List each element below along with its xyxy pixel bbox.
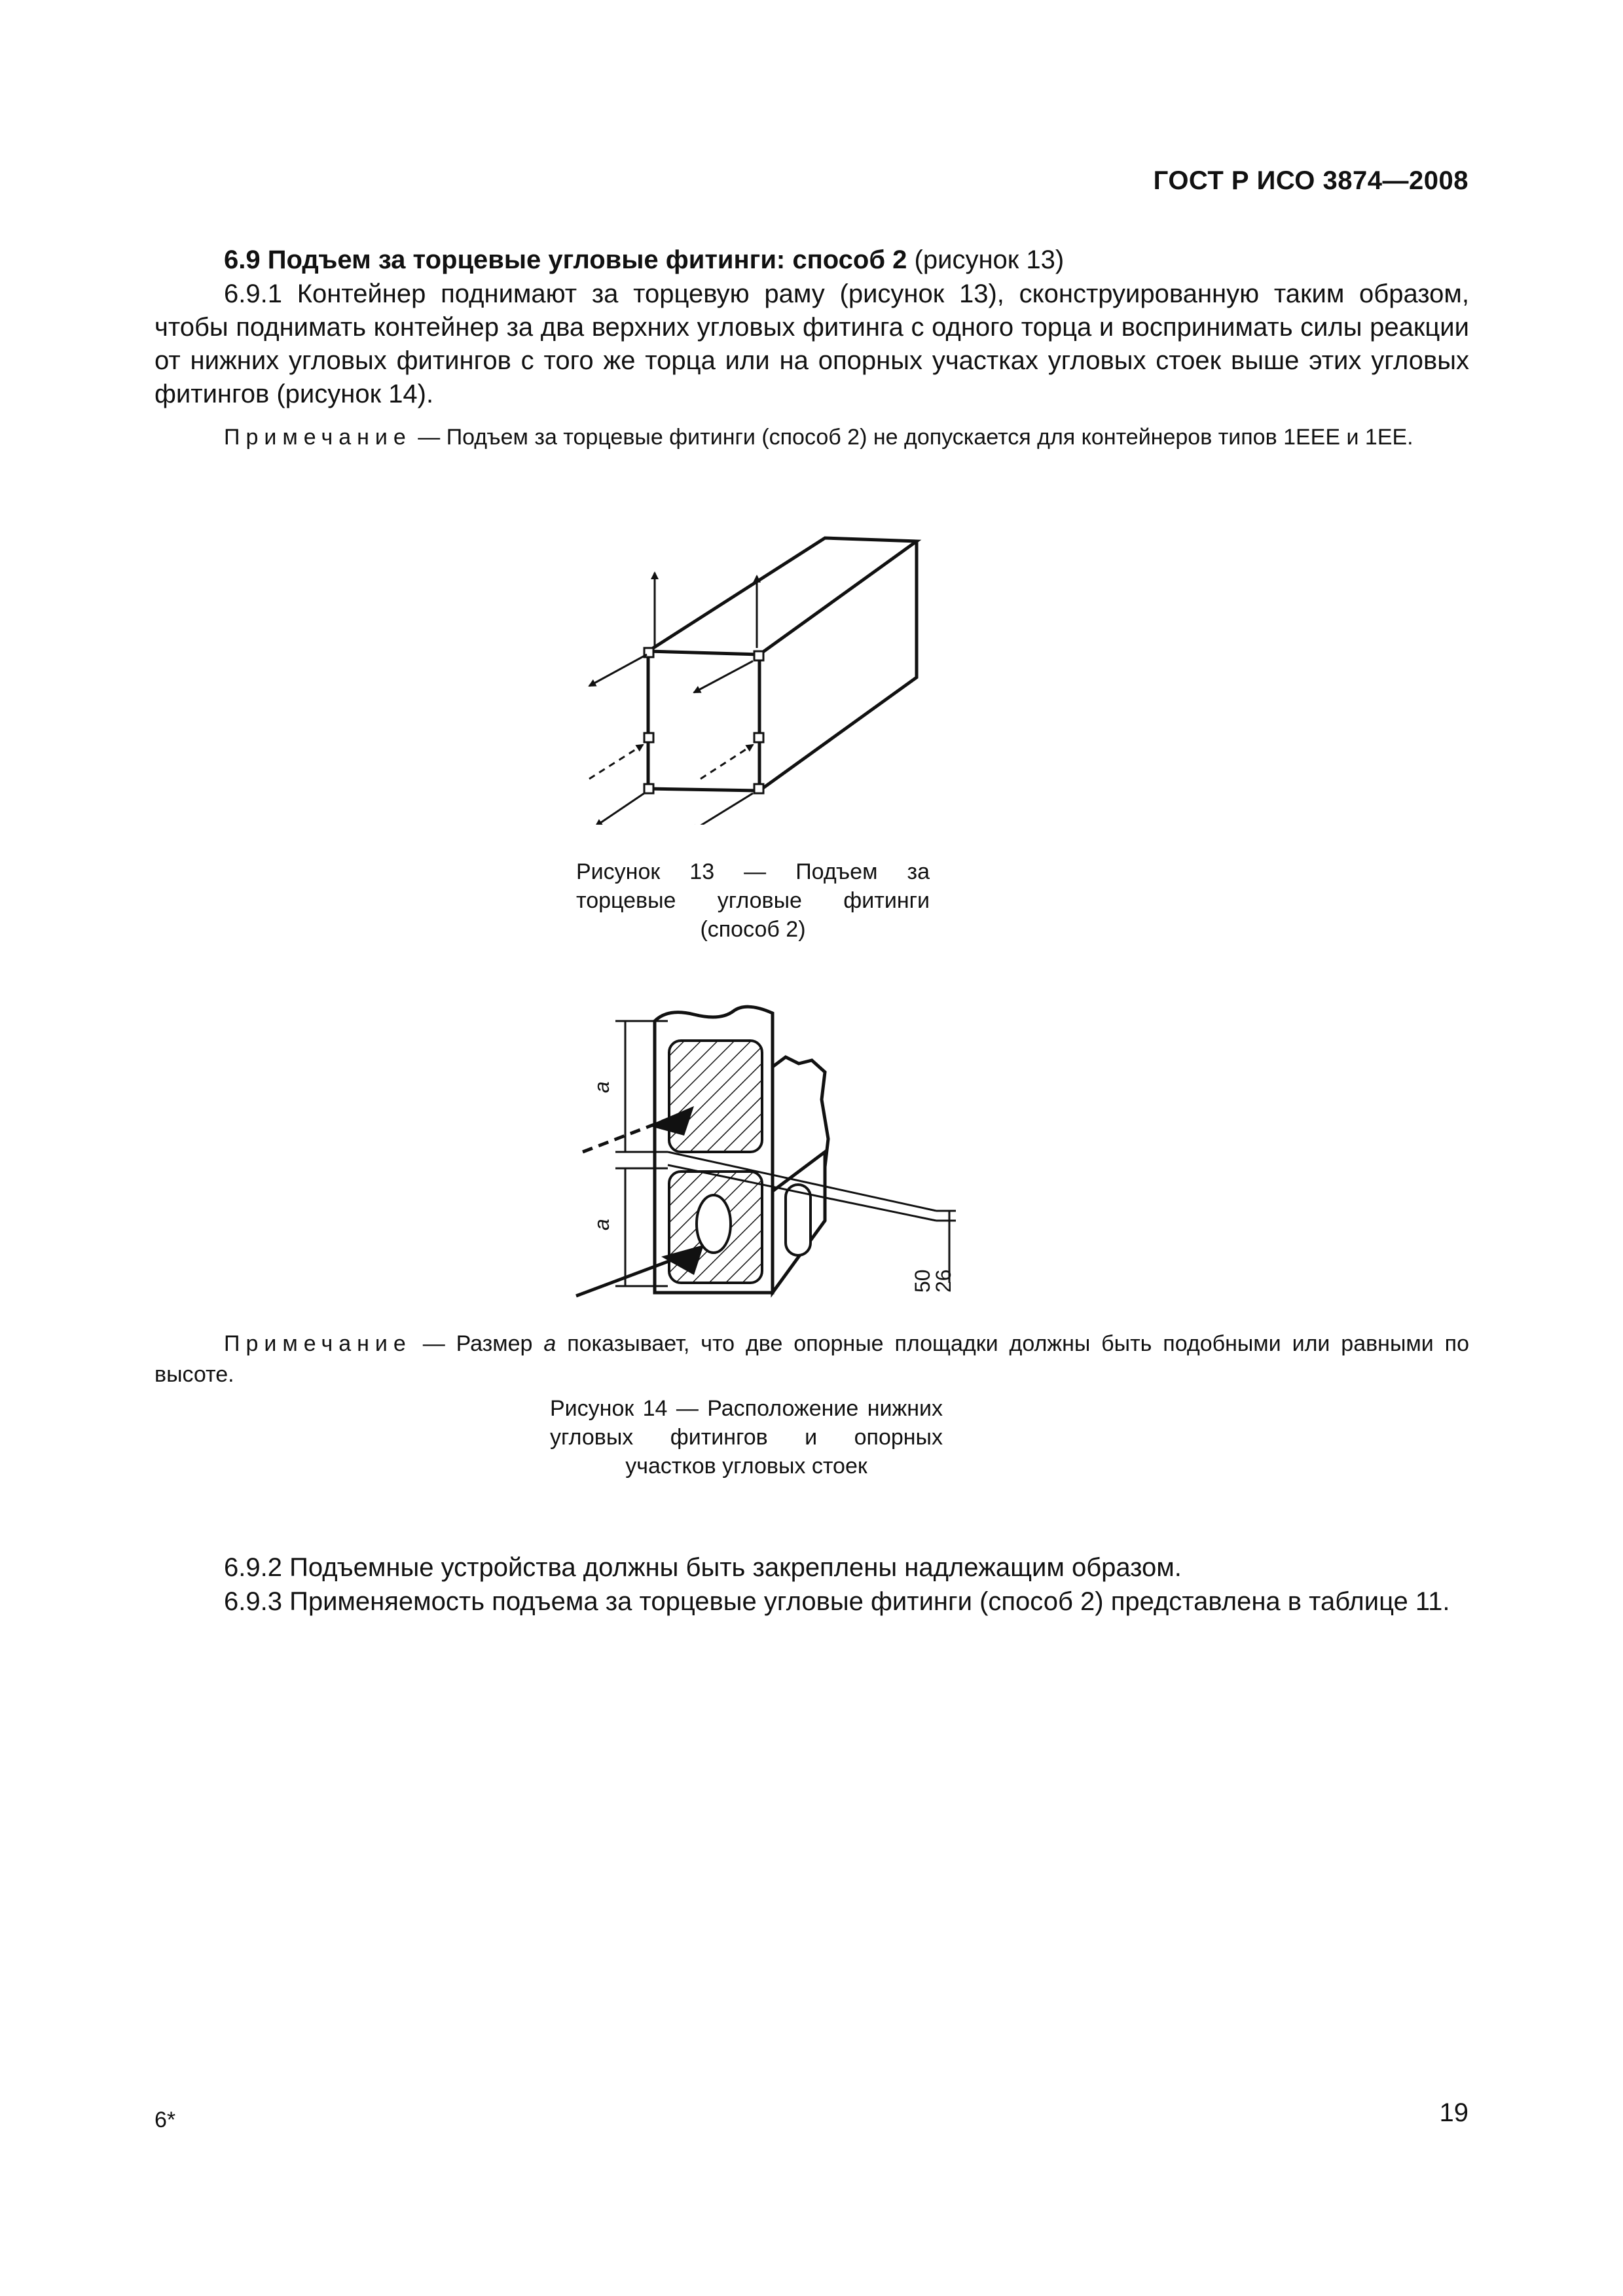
note-1-text: — Подъем за торцевые фитинги (способ 2) не допускается для контейнеров типов 1EEE и 1EE. bbox=[411, 425, 1413, 450]
note-2-label: Примечание bbox=[224, 1331, 412, 1356]
dimension-a-bottom-label: a bbox=[590, 1219, 613, 1230]
dimension-26-label: 26 bbox=[932, 1269, 955, 1293]
note-2-text-after: показывает, что две опорные площадки должны быть подобными или равными по высоте. bbox=[155, 1331, 1469, 1387]
section-heading bbox=[155, 243, 1469, 277]
dimension-50-label: 50 bbox=[911, 1269, 934, 1293]
document-header: ГОСТ Р ИСО 3874—2008 bbox=[1153, 166, 1468, 195]
figure-13-caption: Рисунок 13 — Подъем за торцевые угловые фитинги (способ 2) bbox=[576, 859, 930, 942]
fitting-aperture bbox=[697, 1195, 731, 1253]
figure-14-caption: Рисунок 14 — Расположение нижних угловых фитингов и опорных участков угловых стоек bbox=[550, 1396, 943, 1479]
container-top-face bbox=[648, 538, 917, 655]
note-1 bbox=[155, 422, 1469, 453]
force-arrow-4 bbox=[691, 793, 753, 825]
page-number: 19 bbox=[1439, 2098, 1468, 2127]
reaction-arrow-dashed-1 bbox=[589, 745, 643, 779]
container-side-face bbox=[759, 541, 917, 791]
section-heading-ref: (рисунок 13) bbox=[907, 245, 1065, 274]
dimension-a-top-label: a bbox=[590, 1081, 613, 1093]
paragraph-6-9-2: 6.9.2 Подъемные устройства должны быть закреплены надлежащим образом. bbox=[224, 1553, 1182, 1582]
paragraph-6-9-3: 6.9.3 Применяемость подъема за торцевые угловые фитинги (способ 2) представлена в таблице 11. bbox=[224, 1587, 1450, 1616]
note-1-label: Примечание bbox=[224, 425, 412, 450]
container-end-face bbox=[648, 651, 759, 791]
figure-14-fitting-detail-drawing bbox=[563, 995, 982, 1309]
note-2-text-before: — Размер bbox=[411, 1331, 544, 1356]
note-2 bbox=[155, 1329, 1469, 1390]
force-arrow-3 bbox=[596, 793, 644, 825]
side-aperture bbox=[786, 1185, 811, 1255]
footer-sheet-mark: 6* bbox=[155, 2108, 176, 2132]
force-arrow-1 bbox=[589, 655, 647, 686]
section-heading-title: 6.9 Подъем за торцевые угловые фитинги: способ 2 bbox=[224, 245, 907, 274]
note-2-italic-a: a bbox=[543, 1331, 556, 1356]
paragraph-6-9-1: 6.9.1 Контейнер поднимают за торцевую раму (рисунок 13), сконструированную таким образом, чтобы поднимать контейнер за два верхних угловых фитинга с одного торца и воспринимать силы реакции от нижних угловых фитингов с того же торца или на опорных участках угловых стоек выше этих угловых фитингов (рисунок 14). bbox=[155, 279, 1469, 408]
figure-13-container-lifting-drawing bbox=[563, 524, 930, 825]
